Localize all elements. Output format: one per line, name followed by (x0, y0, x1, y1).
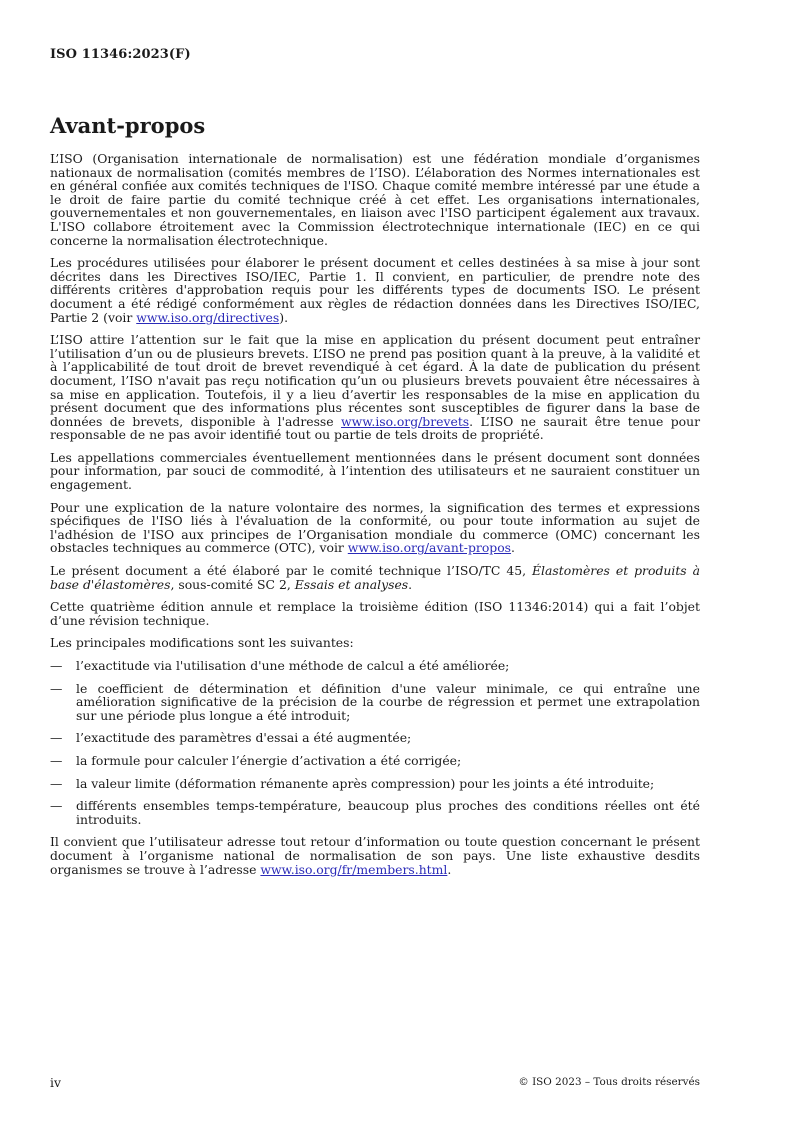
changes-list (50, 659, 700, 826)
paragraph-patents: L’ISO attire l’attention sur le fait que la mise en application du présent document peut entraîner l’utilisation d’un ou de plusieurs brevets. L’ISO ne prend pas position quant à la preuve, à la validité et à l’applicabilité de tout droit de brevet revendiqué à cet égard. À la date de publication du présent document, l’ISO n'avait pas reçu notification qu’un ou plusieurs brevets pouvaient être nécessaires à sa mise en application. Toutefois, il y a lieu d’avertir les responsables de la mise en application du présent document que des informations plus récentes sont susceptibles de figurer dans la base de données de brevets, disponible à l'adresse www.iso.org/brevets. L’ISO ne saurait être tenue pour responsable de ne pas avoir identifié tout ou partie de tels droits de propriété. (50, 332, 700, 443)
list-item: — la valeur limite (déformation rémanente après compression) pour les joints a été introduite; (50, 775, 655, 791)
paragraph-edition: Cette quatrième édition annule et remplace la troisième édition (ISO 11346:2014) qui a fait l’objet d’une révision technique. (50, 599, 700, 628)
dash-bullet: — (50, 658, 63, 673)
page-number: iv (50, 1075, 61, 1090)
dash-bullet: — (50, 752, 63, 768)
members-link[interactable]: www.iso.org/fr/members.html (260, 861, 448, 877)
paragraph-iso-intro: L’ISO (Organisation internationale de normalisation) est une fédération mondiale d’organismes nationaux de normalisation (comités membres de l’ISO). L’élaboration des Normes internationales est en général confiée aux comités techniques de l'ISO. Chaque comité membre intéressé par une étude a le droit de faire partie du comité technique créé à cet effet. Les organisations internationales, gouvernementales et non gouvernementales, en liaison avec l'ISO participent également aux travaux. L'ISO collabore étroitement avec la Commission électrotechnique internationale (IEC) en ce qui concerne la normalisation électrotechnique. (50, 151, 700, 248)
list-item: — différents ensembles temps-température, beaucoup plus proches des conditions réelles ont été introduits. (50, 798, 700, 827)
paragraph-changes-intro: Les principales modifications sont les suivantes: (50, 635, 354, 651)
paragraph-voluntary-nature: Pour une explication de la nature volontaire des normes, la signification des termes et expressions spécifiques de l'ISO liés à l'évaluation de la conformité, ou pour toute information au sujet de l'adhésion de l'ISO aux principes de l’Organisation mondiale du commerce (OMC) concernant les obstacles techniques au commerce (OTC), voir www.iso.org/avant-propos. (50, 499, 700, 556)
dash-bullet: — (50, 775, 63, 791)
copyright-notice: © ISO 2023 – Tous droits réservés (518, 1076, 700, 1088)
page-title: Avant-propos (50, 113, 206, 138)
paragraph-committee: Le présent document a été élaboré par le comité technique l’ISO/TC 45, Élastomères et produits à base d'élastomères, sous-comité SC 2, Essais et analyses. (50, 563, 700, 592)
list-item: — la formule pour calculer l’énergie d’activation a été corrigée; (50, 752, 462, 768)
list-item: — le coefficient de détermination et définition d'une valeur minimale, ce qui entraîne une amélioration significative de la précision de la courbe de régression et permet une extrapolation sur une période plus longue a été introduit; (50, 680, 700, 723)
document-id: ISO 11346:2023(F) (50, 47, 191, 62)
dash-bullet: — (50, 798, 63, 814)
paragraph-procedures: Les procédures utilisées pour élaborer le présent document et celles destinées à sa mise à jour sont décrites dans les Directives ISO/IEC, Partie 1. Il convient, en particulier, de prendre note des différents critères d'approbation requis pour les différents types de documents ISO. Le présent document a été rédigé conformément aux règles de rédaction données dans les Directives ISO/IEC, Partie 2 (voir www.iso.org/directives). (50, 255, 700, 325)
dash-bullet: — (50, 680, 63, 696)
paragraph-trade-names: Les appellations commerciales éventuellement mentionnées dans le présent document sont données pour information, par souci de commodité, à l’intention des utilisateurs et ne sauraient constituer un engagement. (50, 449, 700, 493)
patents-link[interactable]: www.iso.org/brevets (341, 413, 470, 429)
list-item: — l’exactitude des paramètres d'essai a été augmentée; (50, 730, 412, 746)
foreword-link[interactable]: www.iso.org/avant-propos (347, 540, 512, 556)
list-item: — l’exactitude via l'utilisation d'une méthode de calcul a été améliorée; (50, 658, 510, 673)
foreword-body (50, 152, 700, 885)
dash-bullet: — (50, 730, 63, 746)
paragraph-feedback: Il convient que l’utilisateur adresse tout retour d’information ou toute question concernant le présent document à l’organisme national de normalisation de son pays. Une liste exhaustive desdits organismes se trouve à l’adresse www.iso.org/fr/members.html. (50, 834, 700, 877)
directives-link[interactable]: www.iso.org/directives (136, 309, 280, 325)
